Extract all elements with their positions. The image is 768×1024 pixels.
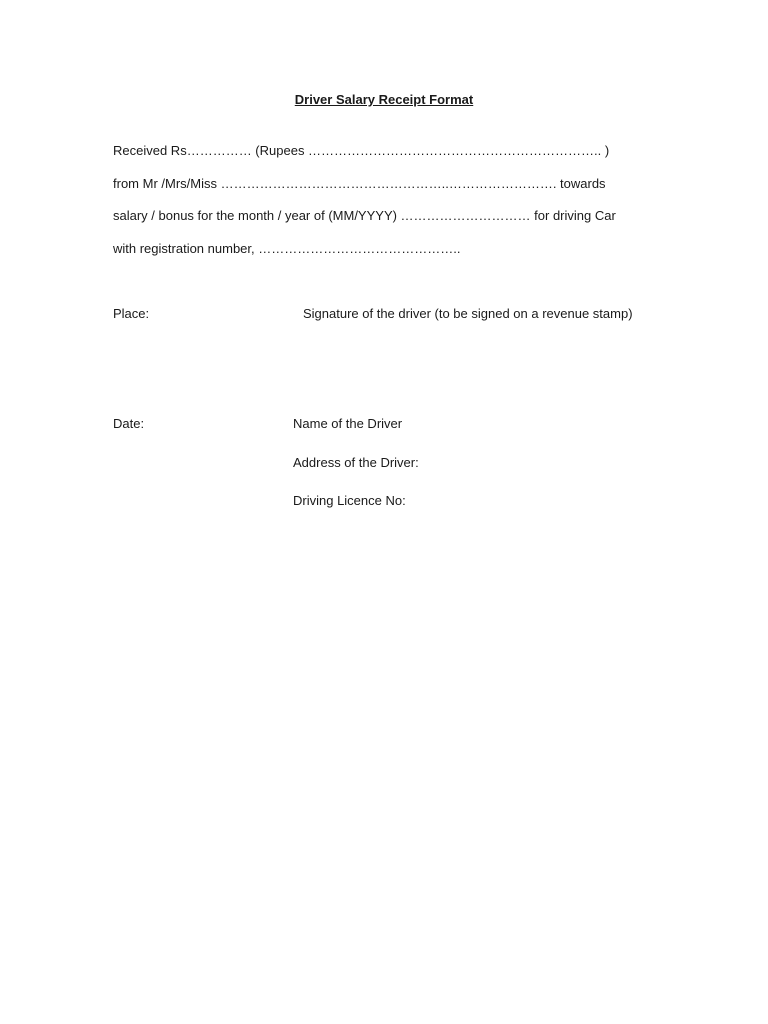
driver-name-label: Name of the Driver	[293, 416, 403, 431]
paragraph-line-received: Received Rs…………… (Rupees ………………………………………………………….. )	[113, 143, 610, 158]
document-title: Driver Salary Receipt Format	[294, 92, 474, 107]
date-label: Date:	[113, 416, 145, 431]
place-label: Place:	[113, 306, 150, 321]
driver-address-label: Address of the Driver:	[293, 455, 419, 470]
signature-label: Signature of the driver (to be signed on a revenue stamp)	[303, 306, 633, 321]
driving-licence-label: Driving Licence No:	[293, 493, 406, 508]
paragraph-line-from: from Mr /Mrs/Miss ……………………………………………..……………………. towards	[113, 176, 606, 191]
paragraph-line-registration: with registration number, ………………………………………..	[113, 241, 461, 256]
paragraph-line-salary: salary / bonus for the month / year of (MM/YYYY) ………………………… for driving Car	[113, 208, 616, 223]
